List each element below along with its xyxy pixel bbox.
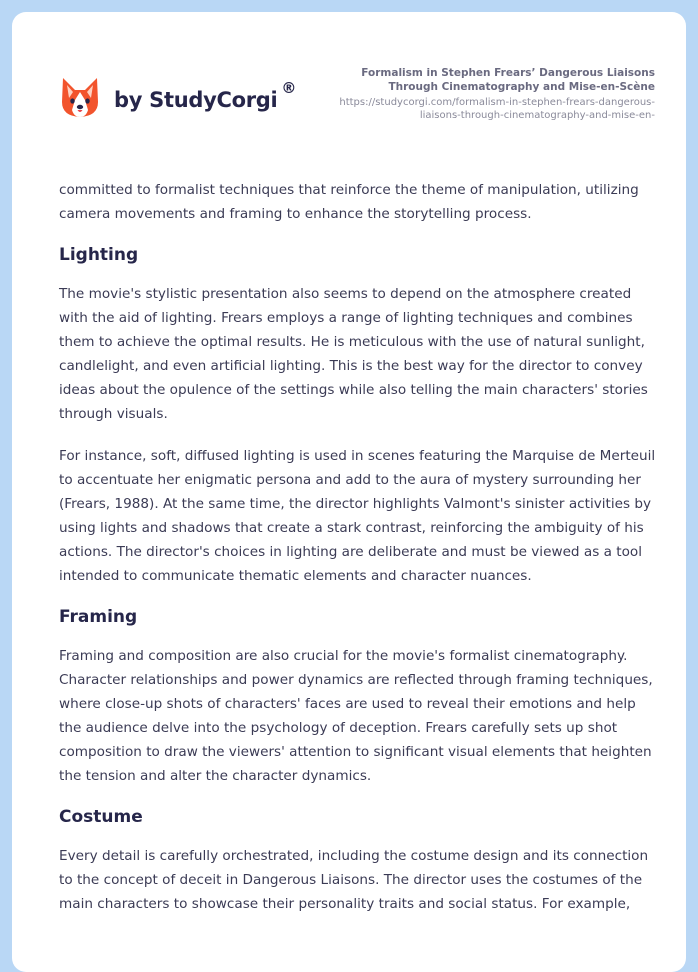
paragraph-framing-1: Framing and composition are also crucial for the movie's formalist cinematography. Character relationships and power dynamics are reflected through framing techniques, where close-up shots of characters' faces are used to reveal their emotions and help the audience delve into the psychology of deception. Frears carefully sets up shot composition to draw the viewers' attention to significant visual elements that heighten the tension and alter the character dynamics.	[59, 648, 653, 784]
paragraph-lighting-2: For instance, soft, diffused lighting is used in scenes featuring the Marquise de Merteuil to accentuate her enigmatic persona and add to the aura of mystery surrounding her (Frears, 1988). At the same time, the director highlights Valmont's sinister activities by using lights and shadows that create a stark contrast, reinforcing the ambiguity of his actions. The director's choices in lighting are deliberate and must be viewed as a tool intended to communicate thematic elements and character nuances.	[59, 448, 656, 584]
registered-mark: ®	[281, 79, 297, 97]
heading-framing: Framing	[59, 607, 138, 627]
studycorgi-logo[interactable]	[60, 76, 296, 120]
article-body	[59, 178, 659, 934]
heading-costume: Costume	[59, 807, 143, 827]
paragraph-intro: committed to formalist techniques that reinforce the theme of manipulation, utilizing camera movements and framing to enhance the storytelling process.	[59, 182, 639, 222]
paragraph-costume-1: Every detail is carefully orchestrated, including the costume design and its connection to the concept of deceit in Dangerous Liaisons. The director uses the costumes of the main characters to showcase their personality traits and social status. For example,	[59, 848, 649, 912]
heading-lighting: Lighting	[59, 245, 139, 265]
source-info	[325, 66, 655, 122]
paragraph-lighting-1: The movie's stylistic presentation also seems to depend on the atmosphere created with the aid of lighting. Frears employs a range of lighting techniques and combines them to achieve the optimal results. He is meticulous with the use of natural sunlight, candlelight, and even artificial lighting. This is the best way for the director to convey ideas about the opulence of the settings while also telling the main characters' stories through visuals.	[59, 286, 648, 422]
corgi-icon	[60, 76, 100, 120]
document-page	[12, 12, 686, 972]
logo-text: by StudyCorgi	[114, 88, 278, 112]
source-url[interactable]: https://studycorgi.com/formalism-in-stephen-frears-dangerous-liaisons-through-cinematography-and-mise-en-	[339, 97, 655, 121]
source-title: Formalism in Stephen Frears’ Dangerous Liaisons Through Cinematography and Mise-en-Scène	[361, 67, 655, 93]
